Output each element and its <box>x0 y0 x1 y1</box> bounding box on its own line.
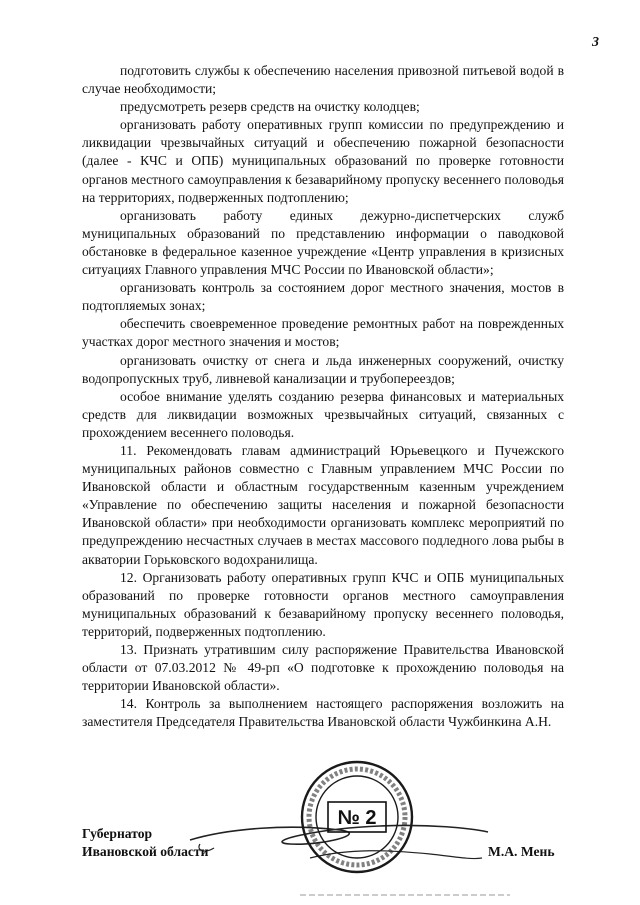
official-stamp <box>298 758 416 876</box>
paragraph: организовать работу оперативных групп комиссии по предупреждению и ликвидации чрезвычайных ситуаций и обеспечению пожарной безопасности (далее - КЧС и ОПБ) муниципальных образований по проверке готовности органов местного самоуправления к безаварийному пропуску весеннего половодья на территориях, подверженных подтоплению; <box>82 117 564 205</box>
paragraph: организовать контроль за состоянием дорог местного значения, мостов в подтопляемых зонах; <box>82 280 564 314</box>
signatory-title-line2: Ивановской области <box>82 844 209 860</box>
document-body <box>82 62 564 731</box>
signatory-name: М.А. Мень <box>488 844 555 859</box>
paragraph: 13. Признать утратившим силу распоряжение Правительства Ивановской области от 07.03.2012 № 49-рп «О подготовке к прохождению половодья на территории Ивановской области». <box>82 642 564 694</box>
paragraph: обеспечить своевременное проведение ремонтных работ на поврежденных участках дорог местного значения и мостов; <box>82 316 564 350</box>
page-number: 3 <box>592 35 599 50</box>
signatory-title-line1: Губернатор <box>82 826 153 841</box>
paragraph: особое внимание уделять созданию резерва финансовых и материальных средств для ликвидации возможных чрезвычайных ситуаций, связанных с прохождением весеннего половодья. <box>82 388 564 440</box>
paragraph: организовать работу единых дежурно-диспетчерских служб муниципальных образований по представлению информации о паводковой обстановке в федеральное казенное учреждение «Центр управления в кризисных ситуациях Главного управления МЧС России по Ивановской области»; <box>82 207 564 278</box>
paragraph: 14. Контроль за выполнением настоящего распоряжения возложить на заместителя Председателя Правительства Ивановской области Чужбинкина А.Н. <box>82 696 564 730</box>
paragraph: подготовить службы к обеспечению населения привозной питьевой водой в случае необходимости; <box>82 63 564 97</box>
paragraph: 12. Организовать работу оперативных групп КЧС и ОПБ муниципальных образований по проверке готовности органов местного самоуправления муниципальных образований к безаварийному пропуску весеннего половодья, территорий, подверженных подтоплению. <box>82 569 564 639</box>
bottom-edge-mark <box>300 893 510 897</box>
paragraph: 11. Рекомендовать главам администраций Юрьевецкого и Пучежского муниципальных районов совместно с Главным управлением МЧС России по Ивановской области и областным государственным казенным учреждением «Управление по обеспечению защиты населения и пожарной безопасности Ивановской области» при необходимости организовать комплекс мероприятий по предупреждению несчастных случаев в местах массового подледного лова рыбы в акватории Горьковского водохранилища. <box>82 442 564 567</box>
paragraph: организовать очистку от снега и льда инженерных сооружений, очистку водопропускных труб, ливневой канализации и трубопереездов; <box>82 352 564 386</box>
stamp-number: № 2 <box>337 807 377 829</box>
signatory-title <box>82 825 208 861</box>
paragraph: предусмотреть резерв средств на очистку колодцев; <box>120 99 420 115</box>
